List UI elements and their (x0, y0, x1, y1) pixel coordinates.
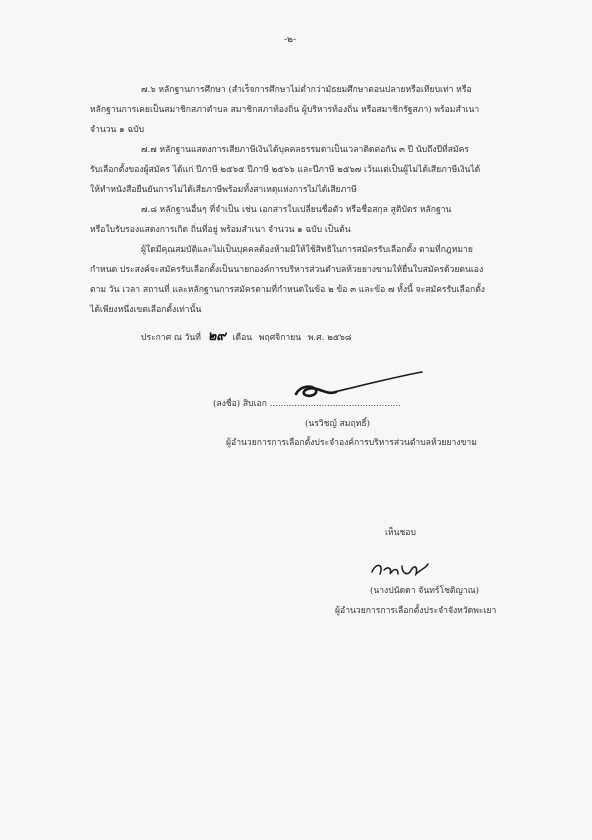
approval-label: เห็นชอบ (385, 528, 416, 538)
signature-scribble-2 (366, 556, 436, 582)
announcement-month-label: เดือน (232, 333, 253, 343)
signature-1-title: ผู้อำนวยการการเลือกตั้งประจำองค์การบริหารส่วนตำบลห้วยยางขาม (226, 438, 477, 448)
item-7-6-line-3: จำนวน ๑ ฉบับ (90, 125, 145, 135)
signature-1-dots: ................................................ (269, 399, 401, 409)
item-7-8-line-2: หรือใบรับรองแสดงการเกิด ถิ่นที่อยู่ พร้อมสำเนา จำนวน ๑ ฉบับ เป็นต้น (90, 225, 351, 235)
item-7-8-line-1: ๗.๘ หลักฐานอื่นๆ ที่จำเป็น เช่น เอกสารใบเปลี่ยนชื่อตัว หรือชื่อสกุล สูติบัตร หลักฐาน (141, 205, 452, 215)
eligibility-line-3: ตาม วัน เวลา สถานที่ และหลักฐานการสมัครตามที่กำหนดในข้อ ๒ ข้อ ๓ และข้อ ๗ ทั้งนี้ จะสมัครรับเลือกตั้ง (90, 285, 485, 295)
item-7-6-line-1: ๗.๖ หลักฐานการศึกษา (สำเร็จการศึกษาไม่ต่ำกว่ามัธยมศึกษาตอนปลายหรือเทียบเท่า หรือ (141, 85, 472, 95)
announcement-day: ๒๙ (207, 329, 226, 344)
announcement-year: พ.ศ. ๒๕๖๘ (307, 333, 352, 343)
signature-1-line (213, 398, 401, 410)
item-7-7-line-3: ให้ทำหนังสือยืนยันการไม่ได้เสียภาษีพร้อมทั้งสาเหตุแห่งการไม่ได้เสียภาษี (90, 185, 357, 195)
page-number: -๒- (284, 35, 297, 45)
item-7-6-line-2: หลักฐานการเคยเป็นสมาชิกสภาตำบล สมาชิกสภาท้องถิ่น ผู้บริหารท้องถิ่น หรือสมาชิกรัฐสภา) พร้อมสำเนา (90, 105, 480, 115)
announcement-month: พฤศจิกายน (258, 333, 302, 343)
approval-name: (นางปนัดดา จันทร์โชติญาณ) (370, 586, 479, 596)
announcement-line (141, 331, 351, 344)
announcement-prefix: ประกาศ ณ วันที่ (141, 333, 201, 343)
approval-title: ผู้อำนวยการการเลือกตั้งประจำจังหวัดพะเยา (335, 606, 497, 616)
item-7-7-line-2: รับเลือกตั้งของผู้สมัคร ได้แก่ ปีภาษี ๒๕๖๕ ปีภาษี ๒๕๖๖ และปีภาษี ๒๕๖๗ เว้นแต่เป็นผู้ไม่ได้เสียภาษีเงินได้ (90, 165, 481, 175)
item-7-7-line-1: ๗.๗ หลักฐานแสดงการเสียภาษีเงินได้บุคคลธรรมดาเป็นเวลาติดต่อกัน ๓ ปี นับถึงปีที่สมัคร (141, 145, 469, 155)
eligibility-line-1: ผู้ใดมีคุณสมบัติและไม่เป็นบุคคลต้องห้ามมิให้ใช้สิทธิในการสมัครรับเลือกตั้ง ตามที่กฎหมาย (141, 245, 473, 255)
signature-1-label: (ลงชื่อ) สิบเอก (213, 399, 267, 409)
eligibility-line-4: ได้เพียงหนึ่งเขตเลือกตั้งเท่านั้น (90, 305, 202, 315)
eligibility-line-2: กำหนด ประสงค์จะสมัครรับเลือกตั้งเป็นนายกองค์การบริหารส่วนตำบลห้วยยางขามให้ยื่นใบสมัครด้วยตนเอง (90, 265, 484, 275)
signature-1-name: (นรวิชญ์ สมฤทธิ์) (305, 419, 370, 429)
